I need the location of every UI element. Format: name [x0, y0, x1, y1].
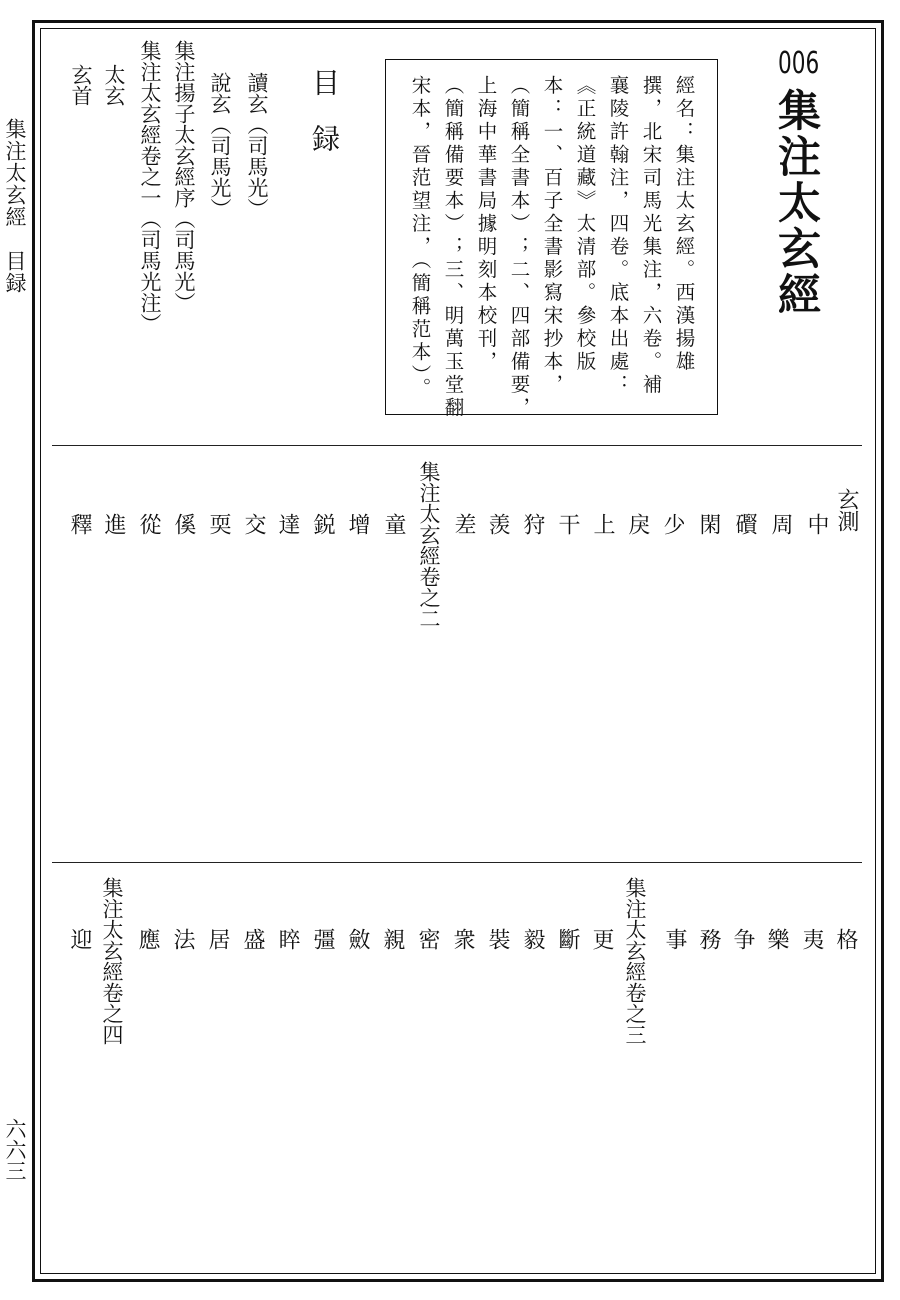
chapter-item: 法: [170, 928, 195, 950]
chapter-item: 少: [660, 513, 685, 535]
running-title: 集注太玄經 目録: [3, 118, 27, 294]
chapter-item: 夷: [799, 928, 824, 950]
chapter-item: 進: [101, 513, 126, 535]
toc-entry: 說玄（司馬光）: [208, 72, 232, 219]
toc-entry: 讀玄（司馬光）: [245, 72, 269, 219]
chapter-item: 衆: [450, 928, 475, 950]
note-line: 上海中華書局據明刻本校刊，: [474, 75, 498, 374]
chapter-item: 居: [205, 928, 230, 950]
note-line: （簡稱全書本）；二、四部備要，: [507, 75, 531, 420]
chapter-item: 釋: [67, 513, 92, 535]
chapter-item: 更: [589, 928, 614, 950]
note-line: （簡稱備要本）；三、明萬玉堂翻: [441, 75, 465, 420]
chapter-item: 務: [696, 928, 721, 950]
chapter-item: 交: [241, 513, 266, 535]
note-line: 宋本，晉范望注，（簡稱范本）。: [408, 75, 432, 401]
toc-entry: 太玄: [102, 64, 126, 106]
chapter-item: 睟: [275, 928, 300, 950]
section-divider-1: [52, 445, 862, 446]
chapter-item: 上: [590, 513, 615, 535]
chapter-item: 達: [275, 513, 300, 535]
chapter-item: 周: [768, 513, 793, 535]
chapter-title: 集注太玄經卷之二: [417, 461, 441, 629]
chapter-item: 閑: [696, 513, 721, 535]
toc-entry: 玄首: [69, 64, 93, 106]
sutra-title: 集注太玄經: [771, 88, 821, 318]
chapter-item: 玄測: [834, 488, 859, 532]
chapter-item: 應: [135, 928, 160, 950]
chapter-item: 親: [380, 928, 405, 950]
chapter-item: 迎: [67, 928, 92, 950]
chapter-title: 集注太玄經卷之三: [623, 877, 647, 1045]
chapter-item: 差: [451, 513, 476, 535]
chapter-item: 彊: [310, 928, 335, 950]
chapter-item: 事: [662, 928, 687, 950]
chapter-item: 耎: [206, 513, 231, 535]
chapter-item: 干: [555, 513, 580, 535]
chapter-item: 樂: [764, 928, 789, 950]
chapter-item: 争: [730, 928, 755, 950]
chapter-item: 毅: [520, 928, 545, 950]
chapter-item: 斷: [555, 928, 580, 950]
toc-entry: 集注揚子太玄經序（司馬光）: [172, 40, 196, 313]
chapter-item: 從: [136, 513, 161, 535]
note-line: 撰，北宋司馬光集注，六卷。補: [639, 75, 663, 397]
chapter-item: 童: [381, 513, 406, 535]
chapter-item: 格: [833, 928, 858, 950]
chapter-item: 礥: [732, 513, 757, 535]
chapter-item: 戾: [625, 513, 650, 535]
toc-entry: 集注太玄經卷之一（司馬光注）: [138, 40, 162, 334]
chapter-item: 裝: [485, 928, 510, 950]
chapter-item: 密: [415, 928, 440, 950]
toc-heading: 目録: [308, 68, 341, 180]
chapter-item: 增: [345, 513, 370, 535]
note-line: 《正統道藏》太清部。參校版: [573, 75, 597, 374]
chapter-item: 羡: [485, 513, 510, 535]
chapter-item: 中: [804, 513, 829, 535]
chapter-item: 斂: [345, 928, 370, 950]
chapter-item: 狩: [520, 513, 545, 535]
note-line: 本：一、百子全書影寫宋抄本，: [540, 75, 564, 397]
chapter-title: 集注太玄經卷之四: [100, 877, 124, 1045]
section-divider-2: [52, 862, 862, 863]
sutra-number: 006: [778, 46, 820, 81]
chapter-item: 鋭: [310, 513, 335, 535]
chapter-item: 盛: [240, 928, 265, 950]
chapter-item: 傒: [171, 513, 196, 535]
note-line: 經名：集注太玄經。西漢揚雄: [672, 75, 696, 374]
note-line: 襄陵許翰注，四卷。底本出處：: [606, 75, 630, 397]
page-number: 六六三: [3, 1118, 27, 1181]
